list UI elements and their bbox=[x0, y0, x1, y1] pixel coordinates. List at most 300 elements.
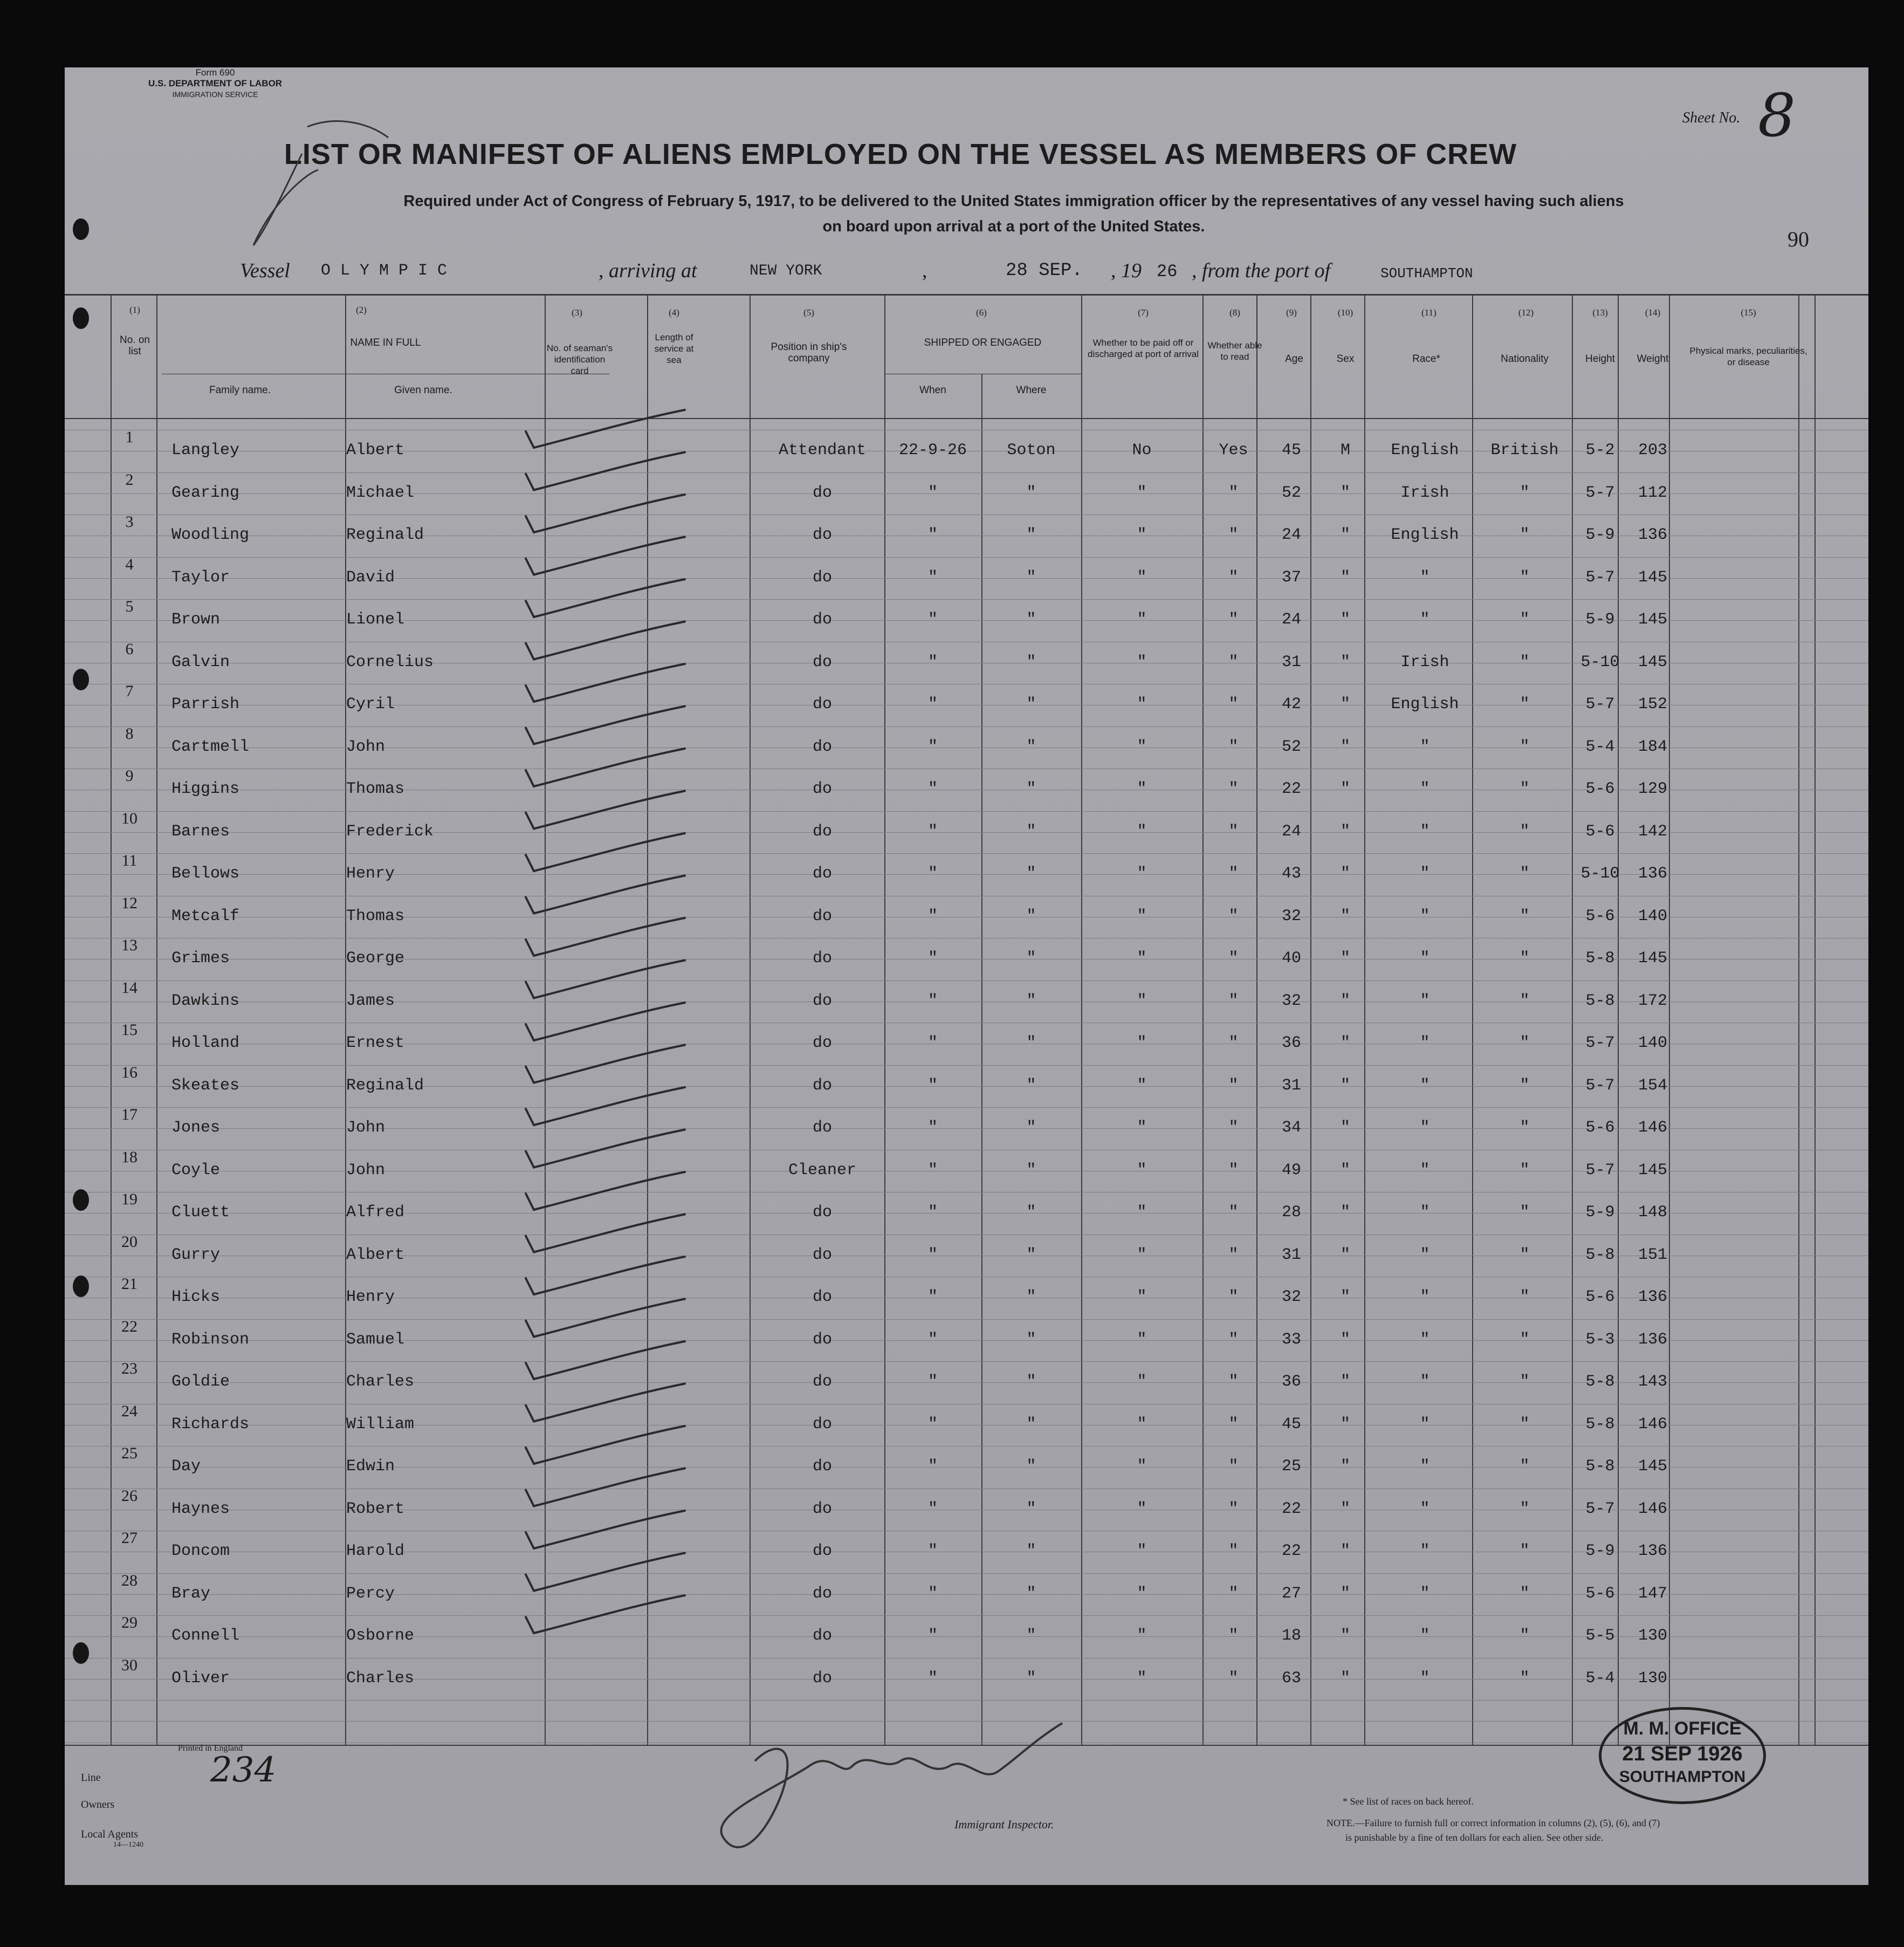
height: 5-6 bbox=[1585, 1119, 1615, 1137]
shipped-where: " bbox=[1026, 1542, 1036, 1560]
printed-in: Printed in England bbox=[178, 1744, 243, 1753]
age: 43 bbox=[1281, 865, 1301, 883]
position: do bbox=[812, 1542, 832, 1560]
family-name: Connell bbox=[171, 1627, 240, 1645]
header-id-card: No. of seaman's identification card bbox=[546, 343, 613, 376]
year-prefix: , 19 bbox=[1111, 259, 1142, 282]
row-number: 11 bbox=[121, 852, 138, 869]
race: English bbox=[1391, 526, 1459, 544]
paid-off: " bbox=[1137, 822, 1147, 841]
page-number: 90 bbox=[1788, 227, 1809, 251]
family-name: Parrish bbox=[171, 695, 240, 714]
nationality: " bbox=[1520, 907, 1530, 925]
shipped-when: " bbox=[927, 1669, 938, 1688]
race: " bbox=[1420, 1034, 1430, 1052]
sex: " bbox=[1340, 1161, 1350, 1180]
able-to-read: " bbox=[1228, 865, 1239, 883]
owners-label: Owners bbox=[81, 1799, 115, 1811]
able-to-read: " bbox=[1228, 1627, 1239, 1645]
race: " bbox=[1420, 1288, 1430, 1306]
age: 24 bbox=[1281, 611, 1301, 629]
age: 42 bbox=[1281, 695, 1301, 714]
race: " bbox=[1420, 1669, 1430, 1688]
sex: " bbox=[1340, 1288, 1350, 1306]
paid-off: " bbox=[1137, 1542, 1147, 1560]
nationality: " bbox=[1520, 653, 1530, 671]
sex: " bbox=[1340, 1330, 1350, 1349]
height: 5-8 bbox=[1585, 1373, 1615, 1391]
given-name: Cornelius bbox=[346, 653, 434, 671]
given-name: Robert bbox=[346, 1499, 405, 1518]
given-name: Henry bbox=[346, 1288, 395, 1306]
check-marks bbox=[65, 67, 1868, 1885]
height: 5-9 bbox=[1585, 1203, 1615, 1222]
shipped-where: " bbox=[1026, 1034, 1036, 1052]
family-name: Cluett bbox=[171, 1203, 230, 1222]
shipped-where: " bbox=[1026, 1288, 1036, 1306]
race: " bbox=[1420, 907, 1430, 925]
given-name: David bbox=[346, 568, 395, 587]
height: 5-10 bbox=[1580, 865, 1620, 883]
check-mark bbox=[526, 1553, 685, 1591]
height: 5-4 bbox=[1585, 737, 1615, 756]
height: 5-8 bbox=[1585, 1415, 1615, 1434]
position: do bbox=[812, 780, 832, 798]
nationality: " bbox=[1520, 1076, 1530, 1095]
shipped-when: " bbox=[927, 1245, 938, 1264]
shipped-when: " bbox=[927, 1373, 938, 1391]
local-agents-label: Local Agents bbox=[81, 1828, 139, 1840]
given-name: Percy bbox=[346, 1584, 395, 1603]
height: 5-5 bbox=[1585, 1627, 1615, 1645]
page-title: LIST OR MANIFEST OF ALIENS EMPLOYED ON THE VESSEL AS MEMBERS OF CREW bbox=[284, 138, 1517, 170]
position: do bbox=[812, 653, 832, 671]
given-name: Henry bbox=[346, 865, 395, 883]
race: " bbox=[1420, 737, 1430, 756]
able-to-read: " bbox=[1228, 1584, 1239, 1603]
race: " bbox=[1420, 1627, 1430, 1645]
age: 25 bbox=[1281, 1457, 1301, 1476]
sex: " bbox=[1340, 695, 1350, 714]
weight: 147 bbox=[1638, 1584, 1667, 1603]
family-name: Richards bbox=[171, 1415, 250, 1434]
stamp-date: 21 SEP 1926 bbox=[1622, 1743, 1743, 1765]
paid-off: " bbox=[1137, 1203, 1147, 1222]
shipped-where: " bbox=[1026, 1457, 1036, 1476]
age: 32 bbox=[1281, 1288, 1301, 1306]
race: " bbox=[1420, 1330, 1430, 1349]
paid-off: " bbox=[1137, 1119, 1147, 1137]
sheet-number: 8 bbox=[1758, 81, 1796, 150]
height: 5-6 bbox=[1585, 1288, 1615, 1306]
row-number: 26 bbox=[121, 1486, 138, 1505]
paid-off: " bbox=[1137, 526, 1147, 544]
age: 45 bbox=[1281, 1415, 1301, 1434]
family-name: Holland bbox=[171, 1034, 240, 1052]
shipped-when: " bbox=[927, 1457, 938, 1476]
header-physical: Physical marks, peculiarities, or disease bbox=[1689, 346, 1807, 367]
race-note: * See list of races on back hereof. bbox=[1343, 1796, 1474, 1807]
shipped-when: " bbox=[927, 737, 938, 756]
check-mark bbox=[526, 537, 685, 575]
check-mark bbox=[526, 833, 685, 871]
nationality: " bbox=[1520, 1119, 1530, 1137]
able-to-read: " bbox=[1228, 1669, 1239, 1688]
able-to-read: " bbox=[1228, 526, 1239, 544]
paid-off: " bbox=[1137, 1161, 1147, 1180]
weight: 146 bbox=[1638, 1415, 1667, 1434]
position: do bbox=[812, 483, 832, 502]
weight: 203 bbox=[1638, 441, 1667, 460]
family-name: Taylor bbox=[171, 568, 230, 587]
shipped-where: " bbox=[1026, 526, 1036, 544]
weight: 172 bbox=[1638, 991, 1667, 1010]
row-number: 18 bbox=[121, 1148, 138, 1166]
nationality: " bbox=[1520, 1584, 1530, 1603]
shipped-when: " bbox=[927, 653, 938, 671]
row-number: 21 bbox=[121, 1275, 138, 1293]
sex: " bbox=[1340, 907, 1350, 925]
family-name: Goldie bbox=[171, 1373, 230, 1391]
row-number: 17 bbox=[121, 1106, 138, 1123]
nationality: " bbox=[1520, 1457, 1530, 1476]
race: " bbox=[1420, 611, 1430, 629]
row-number: 6 bbox=[125, 640, 134, 658]
header-where: Where bbox=[1016, 385, 1047, 396]
weight: 136 bbox=[1638, 1542, 1667, 1560]
sex: " bbox=[1340, 737, 1350, 756]
family-name: Coyle bbox=[171, 1161, 221, 1180]
age: 22 bbox=[1281, 780, 1301, 798]
weight: 142 bbox=[1638, 822, 1667, 841]
sex: " bbox=[1340, 1627, 1350, 1645]
age: 34 bbox=[1281, 1119, 1301, 1137]
height: 5-6 bbox=[1585, 822, 1615, 841]
header-nationality: Nationality bbox=[1501, 353, 1549, 365]
shipped-where: " bbox=[1026, 1119, 1036, 1137]
sex: " bbox=[1340, 822, 1350, 841]
shipped-when: " bbox=[927, 611, 938, 629]
age: 33 bbox=[1281, 1330, 1301, 1349]
row-number: 5 bbox=[125, 598, 134, 615]
check-mark bbox=[526, 1003, 685, 1040]
age: 31 bbox=[1281, 653, 1301, 671]
paid-off: " bbox=[1137, 1288, 1147, 1306]
shipped-where: " bbox=[1026, 1203, 1036, 1222]
age: 32 bbox=[1281, 991, 1301, 1010]
position: Cleaner bbox=[788, 1161, 857, 1180]
shipped-when: 22-9-26 bbox=[898, 441, 967, 460]
given-name: Charles bbox=[346, 1373, 415, 1391]
shipped-where: " bbox=[1026, 780, 1036, 798]
position: do bbox=[812, 568, 832, 587]
family-name: Cartmell bbox=[171, 737, 250, 756]
subtitle-line-2: on board upon arrival at a port of the United States. bbox=[822, 218, 1205, 235]
family-name: Haynes bbox=[171, 1499, 230, 1518]
given-name: Albert bbox=[346, 1245, 405, 1264]
position: do bbox=[812, 1415, 832, 1434]
shipped-where: " bbox=[1026, 1245, 1036, 1264]
family-name: Jones bbox=[171, 1119, 221, 1137]
weight: 152 bbox=[1638, 695, 1667, 714]
position: do bbox=[812, 526, 832, 544]
weight: 136 bbox=[1638, 1330, 1667, 1349]
nationality: " bbox=[1520, 611, 1530, 629]
sex: " bbox=[1340, 1076, 1350, 1095]
arrival-port: NEW YORK bbox=[750, 263, 822, 279]
nationality: " bbox=[1520, 1542, 1530, 1560]
given-name: George bbox=[346, 949, 405, 968]
weight: 143 bbox=[1638, 1373, 1667, 1391]
sex: " bbox=[1340, 1203, 1350, 1222]
header-name-in-full: NAME IN FULL bbox=[350, 337, 421, 348]
able-to-read: " bbox=[1228, 949, 1239, 968]
position: do bbox=[812, 1457, 832, 1476]
age: 52 bbox=[1281, 737, 1301, 756]
sex: " bbox=[1340, 611, 1350, 629]
given-name: James bbox=[346, 991, 395, 1010]
header-height: Height bbox=[1585, 353, 1615, 365]
paid-off: " bbox=[1137, 1373, 1147, 1391]
check-mark bbox=[526, 1299, 685, 1337]
given-name: William bbox=[346, 1415, 415, 1434]
shipped-where: " bbox=[1026, 568, 1036, 587]
arrival-date: 28 SEP. bbox=[1006, 260, 1083, 281]
weight: 140 bbox=[1638, 1034, 1667, 1052]
nationality: " bbox=[1520, 822, 1530, 841]
weight: 145 bbox=[1638, 653, 1667, 671]
weight: 145 bbox=[1638, 568, 1667, 587]
position: do bbox=[812, 949, 832, 968]
sex: " bbox=[1340, 1499, 1350, 1518]
sex: " bbox=[1340, 780, 1350, 798]
row-number: 23 bbox=[121, 1360, 138, 1377]
weight: 129 bbox=[1638, 780, 1667, 798]
nationality: British bbox=[1490, 441, 1559, 460]
nationality: " bbox=[1520, 1034, 1530, 1052]
check-mark bbox=[526, 961, 685, 998]
race: " bbox=[1420, 991, 1430, 1010]
shipped-where: " bbox=[1026, 611, 1036, 629]
height: 5-7 bbox=[1585, 1499, 1615, 1518]
able-to-read: " bbox=[1228, 1542, 1239, 1560]
sex: " bbox=[1340, 991, 1350, 1010]
height: 5-6 bbox=[1585, 907, 1615, 925]
nationality: " bbox=[1520, 1373, 1530, 1391]
check-mark bbox=[526, 622, 685, 660]
given-name: Harold bbox=[346, 1542, 405, 1560]
header-weight: Weight bbox=[1637, 353, 1669, 365]
nationality: " bbox=[1520, 568, 1530, 587]
shipped-where: " bbox=[1026, 1330, 1036, 1349]
position: do bbox=[812, 1330, 832, 1349]
position: do bbox=[812, 737, 832, 756]
nationality: " bbox=[1520, 526, 1530, 544]
given-name: Lionel bbox=[346, 611, 405, 629]
shipped-where: " bbox=[1026, 907, 1036, 925]
race: " bbox=[1420, 865, 1430, 883]
able-to-read: " bbox=[1228, 1161, 1239, 1180]
weight: 145 bbox=[1638, 611, 1667, 629]
race: " bbox=[1420, 1415, 1430, 1434]
age: 37 bbox=[1281, 568, 1301, 587]
row-number: 9 bbox=[125, 767, 134, 785]
family-name: Bray bbox=[171, 1584, 211, 1603]
race: " bbox=[1420, 1161, 1430, 1180]
position: do bbox=[812, 1669, 832, 1688]
check-mark bbox=[526, 1595, 685, 1633]
family-name: Langley bbox=[171, 441, 240, 460]
margin-scribble bbox=[253, 121, 388, 245]
shipped-where: " bbox=[1026, 1499, 1036, 1518]
able-to-read: " bbox=[1228, 653, 1239, 671]
paid-off: " bbox=[1137, 1034, 1147, 1052]
check-mark bbox=[526, 1511, 685, 1548]
age: 36 bbox=[1281, 1373, 1301, 1391]
row-number: 25 bbox=[121, 1444, 138, 1462]
given-name: Frederick bbox=[346, 822, 434, 841]
weight: 154 bbox=[1638, 1076, 1667, 1095]
weight: 130 bbox=[1638, 1669, 1667, 1688]
binder-hole bbox=[73, 307, 89, 329]
able-to-read: " bbox=[1228, 907, 1239, 925]
paid-off: " bbox=[1137, 991, 1147, 1010]
row-number: 14 bbox=[121, 978, 138, 997]
check-mark bbox=[526, 664, 685, 702]
family-name: Woodling bbox=[171, 526, 250, 544]
height: 5-7 bbox=[1585, 1076, 1615, 1095]
nationality: " bbox=[1520, 949, 1530, 968]
nationality: " bbox=[1520, 1415, 1530, 1434]
shipped-when: " bbox=[927, 568, 938, 587]
vessel-label: Vessel bbox=[240, 259, 290, 282]
header-no-on-list: No. on list bbox=[120, 334, 150, 357]
weight: 146 bbox=[1638, 1499, 1667, 1518]
shipped-when: " bbox=[927, 949, 938, 968]
height: 5-7 bbox=[1585, 1034, 1615, 1052]
paid-off: " bbox=[1137, 1669, 1147, 1688]
able-to-read: " bbox=[1228, 1499, 1239, 1518]
paid-off: " bbox=[1137, 1627, 1147, 1645]
header-paid-off: Whether to be paid off or discharged at port of arrival bbox=[1088, 338, 1199, 359]
race: " bbox=[1420, 1076, 1430, 1095]
position: do bbox=[812, 1627, 832, 1645]
nationality: " bbox=[1520, 865, 1530, 883]
race: " bbox=[1420, 949, 1430, 968]
row-number: 7 bbox=[125, 682, 134, 700]
row-number: 19 bbox=[121, 1190, 138, 1208]
age: 36 bbox=[1281, 1034, 1301, 1052]
shipped-when: " bbox=[927, 526, 938, 544]
age: 24 bbox=[1281, 526, 1301, 544]
family-name: Doncom bbox=[171, 1542, 230, 1560]
position: do bbox=[812, 1288, 832, 1306]
height: 5-6 bbox=[1585, 780, 1615, 798]
height: 5-9 bbox=[1585, 1542, 1615, 1560]
height: 5-9 bbox=[1585, 526, 1615, 544]
arriving-label: , arriving at bbox=[599, 259, 697, 282]
able-to-read: " bbox=[1228, 1119, 1239, 1137]
position: do bbox=[812, 907, 832, 925]
nationality: " bbox=[1520, 1245, 1530, 1264]
weight: 130 bbox=[1638, 1627, 1667, 1645]
shipped-when: " bbox=[927, 865, 938, 883]
binder-hole bbox=[73, 218, 89, 240]
given-name: Samuel bbox=[346, 1330, 405, 1349]
nationality: " bbox=[1520, 1161, 1530, 1180]
position: do bbox=[812, 611, 832, 629]
race: " bbox=[1420, 568, 1430, 587]
row-number: 29 bbox=[121, 1614, 138, 1631]
sex: " bbox=[1340, 1373, 1350, 1391]
family-name: Higgins bbox=[171, 780, 240, 798]
check-mark bbox=[526, 1087, 685, 1125]
departure-port: SOUTHAMPTON bbox=[1380, 265, 1473, 282]
shipped-where: " bbox=[1026, 991, 1036, 1010]
paid-off: " bbox=[1137, 865, 1147, 883]
binder-hole bbox=[73, 669, 89, 690]
check-mark bbox=[526, 410, 685, 448]
given-name: Osborne bbox=[346, 1627, 415, 1645]
shipped-where: " bbox=[1026, 737, 1036, 756]
form-number: Form 690 bbox=[195, 67, 235, 78]
paid-off: " bbox=[1137, 611, 1147, 629]
sex: " bbox=[1340, 483, 1350, 502]
weight: 145 bbox=[1638, 1161, 1667, 1180]
check-mark bbox=[526, 1257, 685, 1294]
header-shipped: SHIPPED OR ENGAGED bbox=[924, 337, 1042, 348]
sex: " bbox=[1340, 865, 1350, 883]
given-name: Thomas bbox=[346, 907, 405, 925]
position: do bbox=[812, 1203, 832, 1222]
paid-off: " bbox=[1137, 907, 1147, 925]
given-name: Michael bbox=[346, 483, 415, 502]
shipped-where: " bbox=[1026, 865, 1036, 883]
height: 5-6 bbox=[1585, 1584, 1615, 1603]
row-number: 15 bbox=[121, 1021, 138, 1039]
height: 5-9 bbox=[1585, 611, 1615, 629]
age: 31 bbox=[1281, 1076, 1301, 1095]
age: 31 bbox=[1281, 1245, 1301, 1264]
shipped-when: " bbox=[927, 1161, 938, 1180]
fine-note-1: NOTE.—Failure to furnish full or correct information in columns (2), (5), (6), and (7) bbox=[1326, 1818, 1660, 1828]
family-name: Metcalf bbox=[171, 907, 240, 925]
weight: 146 bbox=[1638, 1119, 1667, 1137]
family-name: Dawkins bbox=[171, 991, 240, 1010]
shipped-when: " bbox=[927, 1288, 938, 1306]
check-mark bbox=[526, 1426, 685, 1464]
shipped-where: " bbox=[1026, 695, 1036, 714]
given-name: John bbox=[346, 1119, 386, 1137]
height: 5-8 bbox=[1585, 991, 1615, 1010]
position: do bbox=[812, 1245, 832, 1264]
family-name: Bellows bbox=[171, 865, 240, 883]
race: " bbox=[1420, 1373, 1430, 1391]
weight: 184 bbox=[1638, 737, 1667, 756]
family-name: Hicks bbox=[171, 1288, 221, 1306]
shipped-when: " bbox=[927, 1542, 938, 1560]
weight: 151 bbox=[1638, 1245, 1667, 1264]
able-to-read: " bbox=[1228, 568, 1239, 587]
height: 5-7 bbox=[1585, 1161, 1615, 1180]
race: Irish bbox=[1400, 483, 1449, 502]
given-name: John bbox=[346, 1161, 386, 1180]
check-mark bbox=[526, 707, 685, 744]
paid-off: " bbox=[1137, 737, 1147, 756]
sex: " bbox=[1340, 1034, 1350, 1052]
age: 32 bbox=[1281, 907, 1301, 925]
family-name: Grimes bbox=[171, 949, 230, 968]
